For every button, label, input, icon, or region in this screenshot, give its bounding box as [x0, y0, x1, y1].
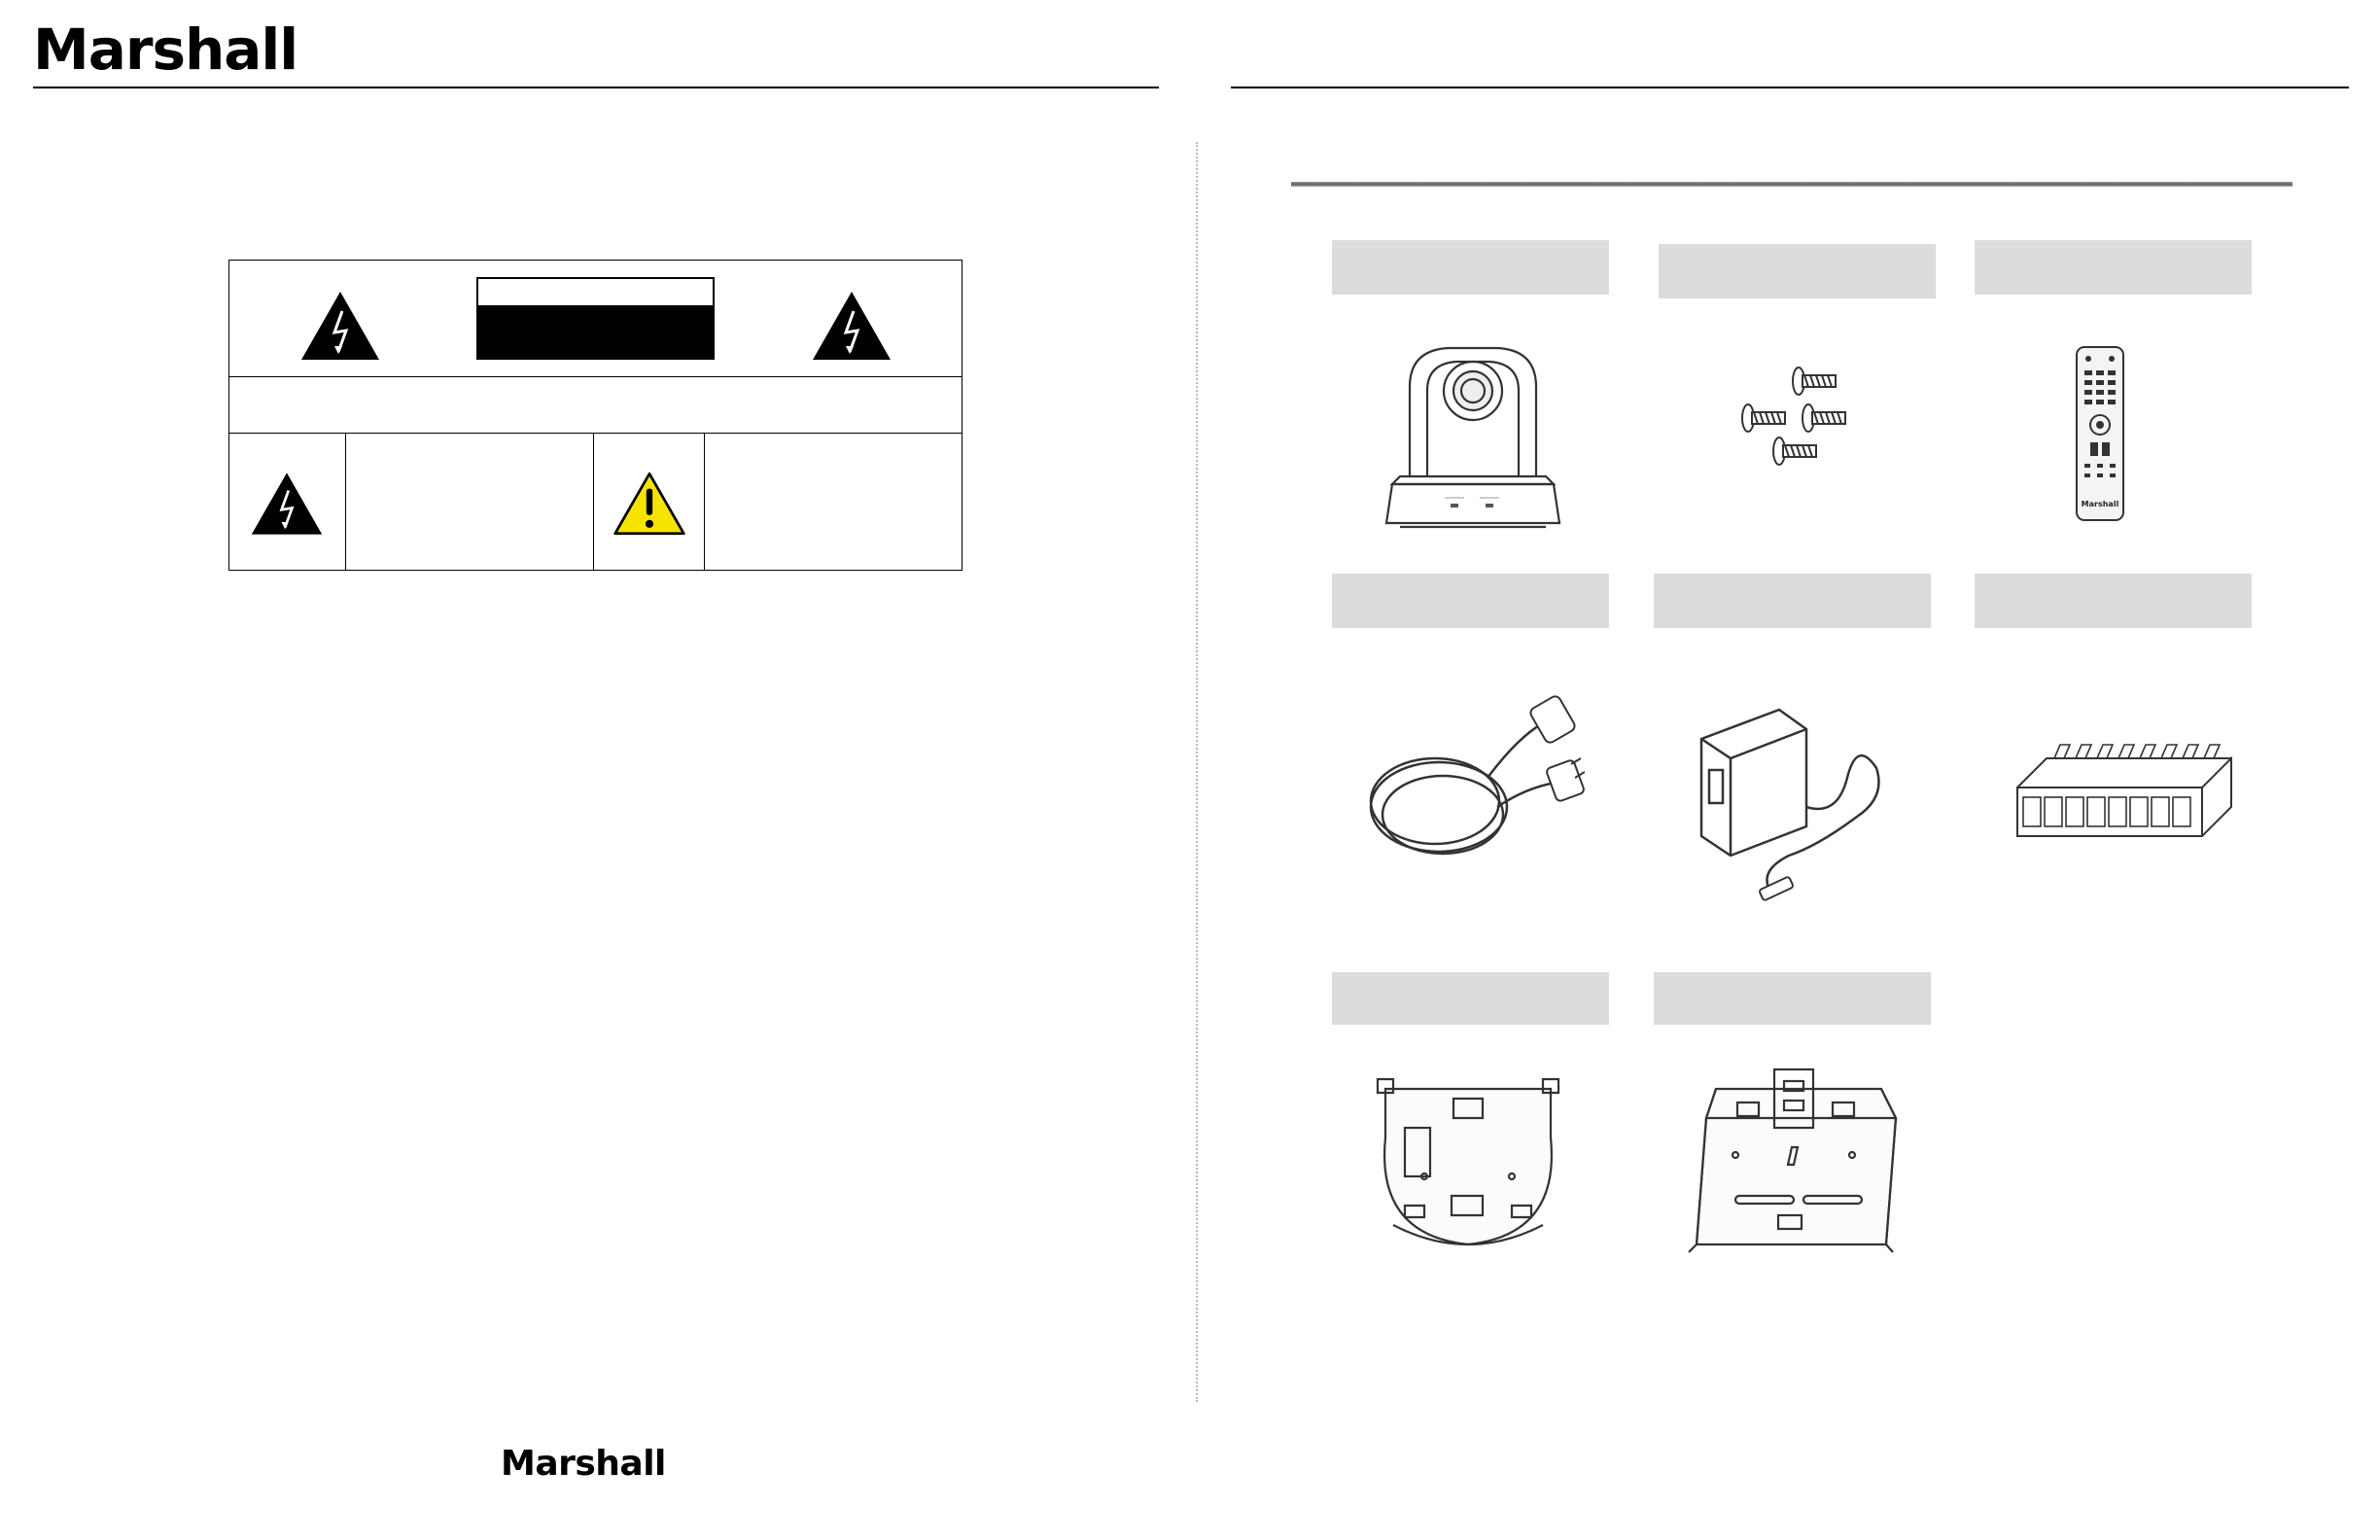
- page-divider: [1196, 142, 1198, 1402]
- footer-brand-logo: Marshall: [501, 1444, 666, 1484]
- item-label-box: [1332, 972, 1609, 1025]
- caution-label: [476, 277, 715, 360]
- table-col-divider: [704, 433, 705, 570]
- ptz-camera-icon: [1381, 340, 1565, 535]
- table-col-divider: [345, 433, 346, 570]
- remote-brand-text: Marshall: [2081, 500, 2119, 508]
- item-label-box: [1332, 574, 1609, 628]
- item-label-box: [1975, 574, 2252, 628]
- wall-mount-bracket-icon: [1677, 1060, 1910, 1264]
- item-label-box: [1975, 240, 2252, 295]
- ceiling-mount-plate-icon: [1366, 1069, 1570, 1254]
- table-row-divider: [229, 376, 962, 377]
- brand-logo: Marshall: [33, 17, 298, 83]
- table-col-divider: [593, 433, 594, 570]
- electric-shock-triangle-icon: [299, 290, 381, 362]
- item-label-box: [1659, 244, 1936, 298]
- section-rule: [1291, 182, 2292, 187]
- power-adapter-icon: [1692, 700, 1886, 904]
- power-cord-icon: [1361, 671, 1585, 875]
- item-label-box: [1332, 240, 1609, 295]
- electric-shock-triangle-icon: [811, 290, 892, 362]
- terminal-block-connector-icon: [2008, 729, 2246, 856]
- remote-control-icon: [2071, 345, 2129, 522]
- header-rule-right: [1231, 87, 2349, 88]
- electric-shock-triangle-icon: [250, 471, 324, 537]
- table-row-divider: [229, 433, 962, 434]
- header-rule-left: [33, 87, 1159, 88]
- exclamation-triangle-icon: [612, 471, 686, 537]
- mounting-screws-icon: [1731, 352, 1867, 478]
- item-label-box: [1654, 574, 1931, 628]
- item-label-box: [1654, 972, 1931, 1025]
